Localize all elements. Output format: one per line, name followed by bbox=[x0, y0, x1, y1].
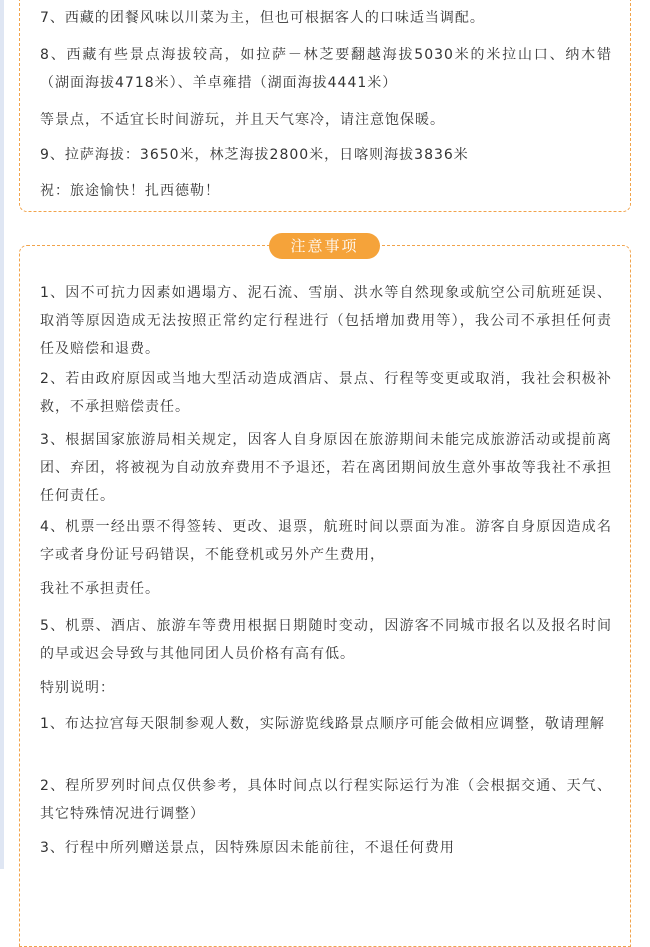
notice-item-3: 3、根据国家旅游局相关规定，因客人自身原因在旅游期间未能完成旅游活动或提前离团、弃团，将被视为自动放弃费用不予退还，若在离团期间放生意外事故等我社不承担任何责任。 bbox=[40, 432, 612, 504]
left-accent-bar bbox=[0, 0, 4, 869]
notice-item-4: 4、机票一经出票不得签转、更改、退票，航班时间以票面为准。游客自身原因造成名字或者身份证号码错误，不能登机或另外产生费用， bbox=[40, 519, 612, 563]
tip-item-8: 8、西藏有些景点海拔较高，如拉萨－林芝要翻越海拔5030米的米拉山口、纳木错（湖面海拔4718米）、羊卓雍措（湖面海拔4441米） bbox=[40, 47, 612, 91]
special-note-3: 3、行程中所列赠送景点，因特殊原因未能前往，不退任何费用 bbox=[40, 840, 455, 856]
tip-item-8-cont: 等景点，不适宜长时间游玩，并且天气寒冷，请注意饱保暖。 bbox=[40, 112, 445, 128]
notice-item-4-cont: 我社不承担责任。 bbox=[40, 581, 160, 597]
tip-item-9: 9、拉萨海拔：3650米，林芝海拔2800米，日喀则海拔3836米 bbox=[40, 147, 469, 163]
special-note-heading: 特别说明： bbox=[40, 680, 115, 696]
special-note-2: 2、程所罗列时间点仅供参考，具体时间点以行程实际运行为准（会根据交通、天气、其它特殊情况进行调整） bbox=[40, 778, 612, 822]
tip-blessing: 祝：旅途愉快！扎西德勒！ bbox=[40, 183, 220, 199]
notice-item-5: 5、机票、酒店、旅游车等费用根据日期随时变动，因游客不同城市报名以及报名时间的早或迟会导致与其他同团人员价格有高有低。 bbox=[40, 618, 612, 662]
notice-item-1: 1、因不可抗力因素如遇塌方、泥石流、雪崩、洪水等自然现象或航空公司航班延误、取消等原因造成无法按照正常约定行程进行（包括增加费用等），我公司不承担任何责任及赔偿和退费。 bbox=[40, 285, 612, 357]
special-note-1: 1、布达拉宫每天限制参观人数，实际游览线路景点顺序可能会做相应调整，敬请理解 bbox=[40, 716, 605, 732]
tip-item-7: 7、西藏的团餐风味以川菜为主，但也可根据客人的口味适当调配。 bbox=[40, 10, 485, 26]
notice-item-2: 2、若由政府原因或当地大型活动造成酒店、景点、行程等变更或取消，我社会积极补救，不承担赔偿责任。 bbox=[40, 371, 612, 415]
notice-title-badge: 注意事项 bbox=[269, 233, 380, 259]
